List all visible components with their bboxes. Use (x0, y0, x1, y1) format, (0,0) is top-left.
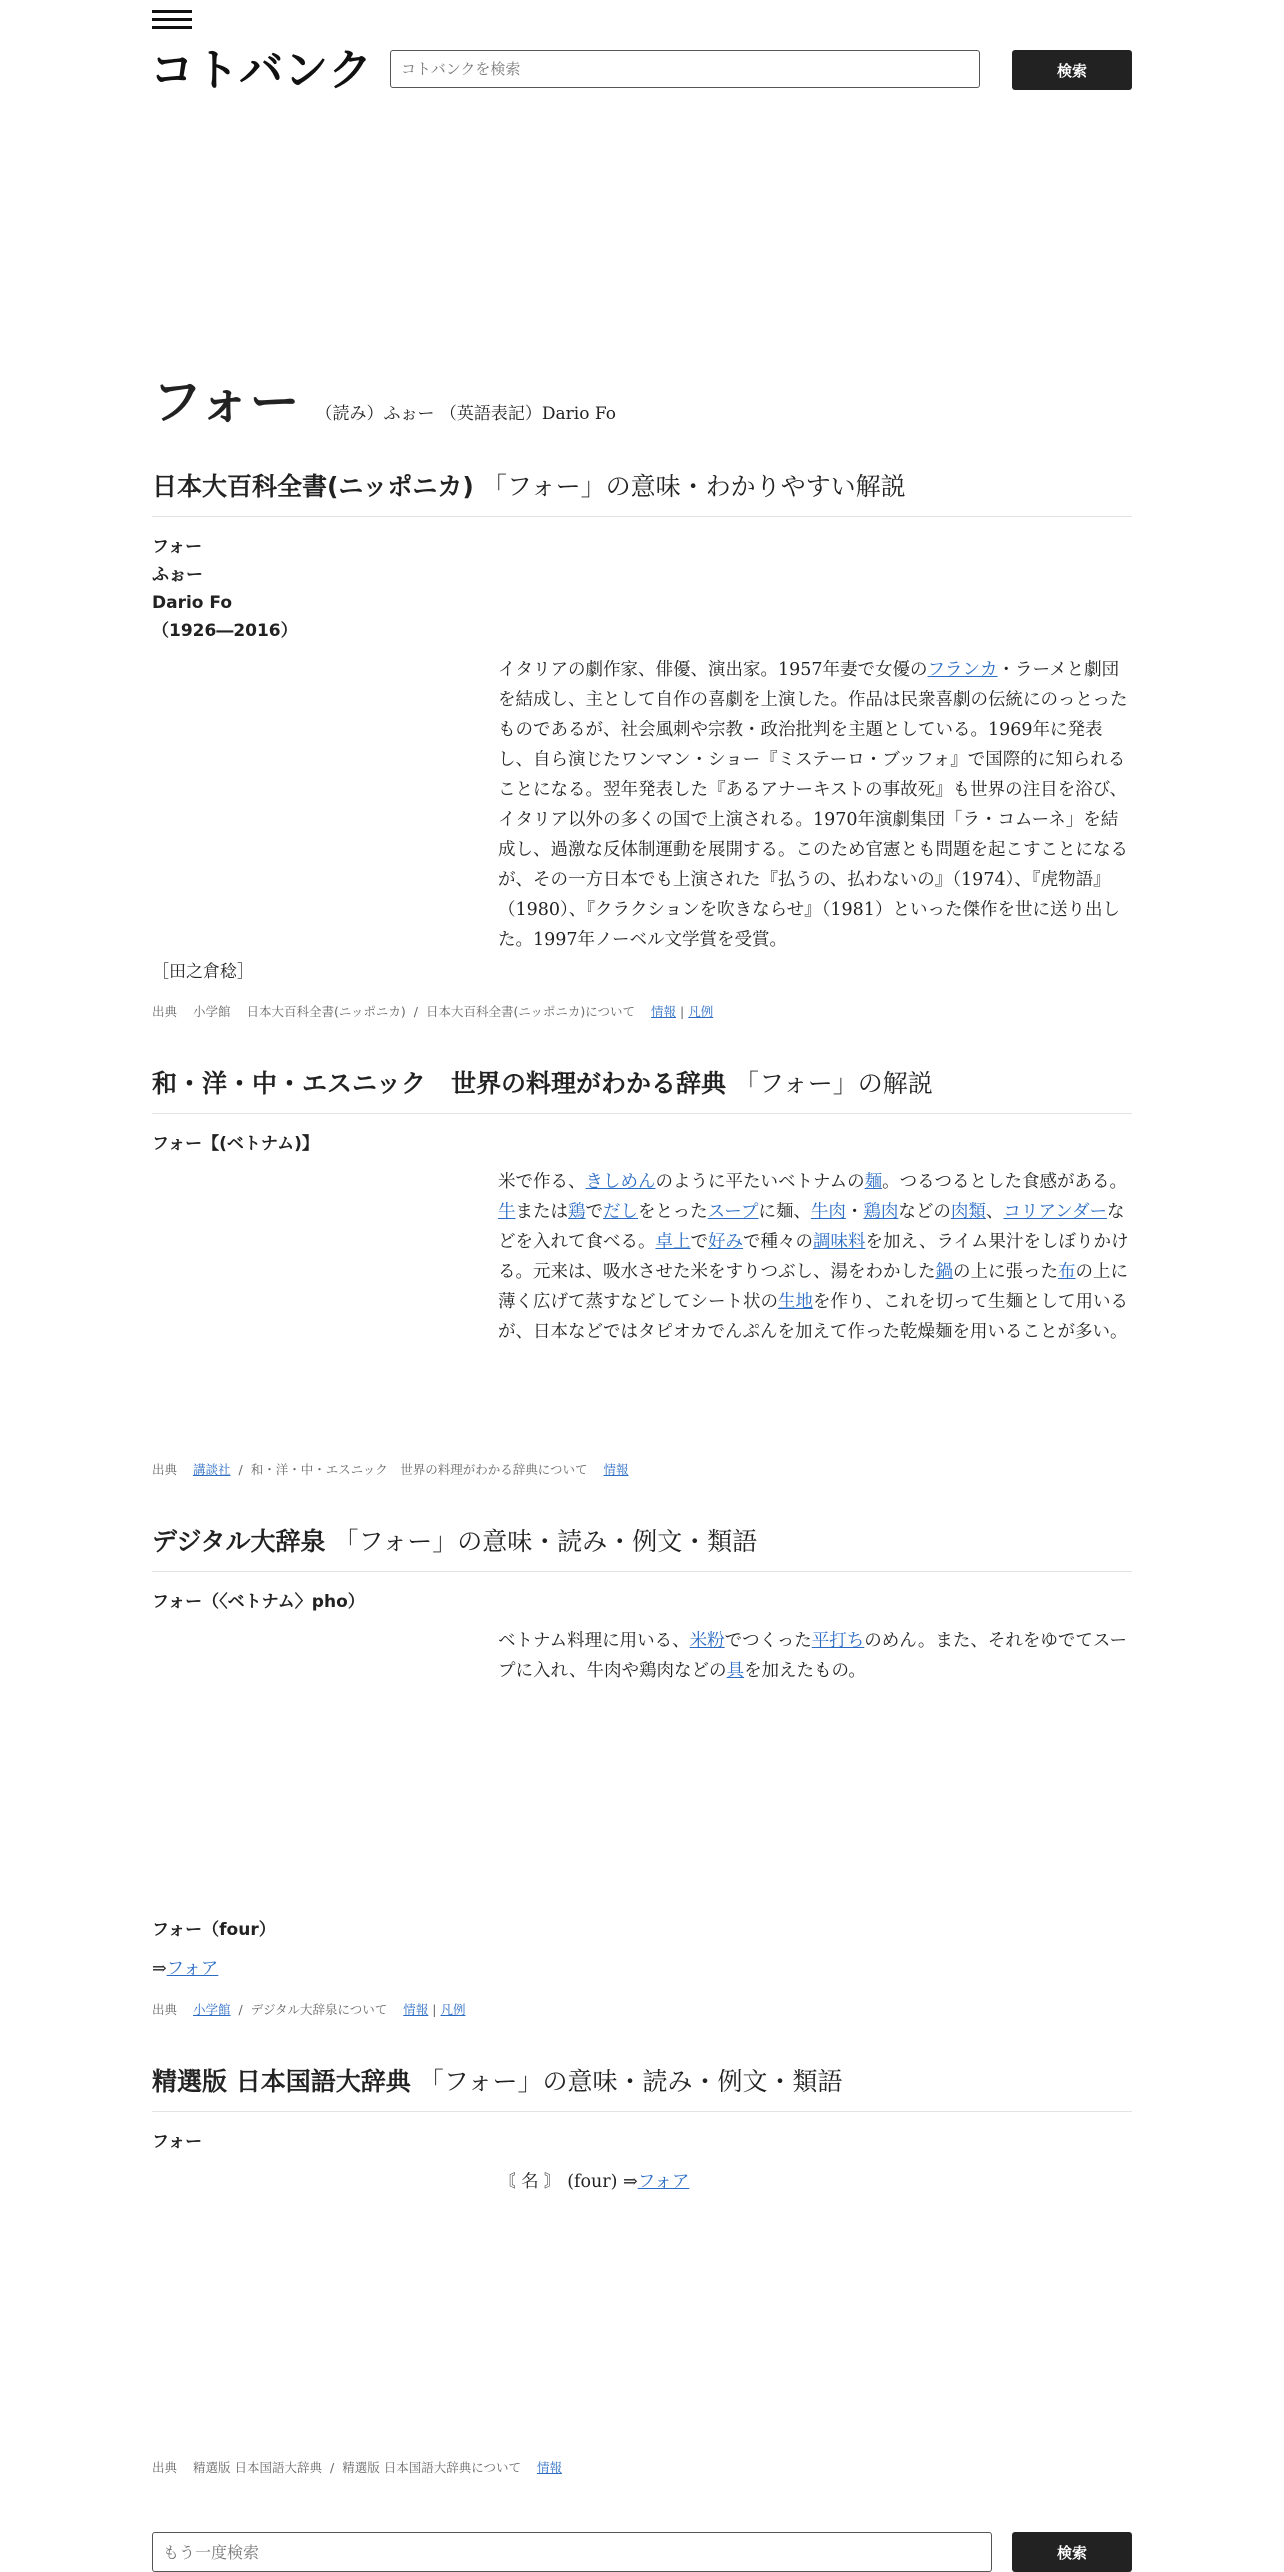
entry-term-reading: ふぉー (152, 565, 203, 585)
definition-text: 〘 名 〙 (four) ⇒ (498, 2172, 638, 2192)
link-konomi[interactable]: 好み (708, 1232, 743, 1252)
info-link[interactable]: 情報 (536, 2460, 562, 2475)
site-logo[interactable]: コトバンク (150, 45, 374, 96)
source-line-daijisen: 出典 小学館 / デジタル大辞泉について 情報 | 凡例 (152, 2002, 466, 2017)
link-toriniku[interactable]: 鶏肉 (863, 1202, 899, 1222)
link-men[interactable]: 麺 (864, 1172, 883, 1192)
entry-body-cooking: 米で作る、きしめんのように平たいベトナムの麺。つるつるとした食感がある。牛または鶏でだしをとったスープに麺、牛肉・鶏肉などの肉類、コリアンダーなどを入れて食べる。卓上で好みで種々の調味料を加え、ライム果汁をしぼりかける。元来は、吸水させた米をすりつぶし、湯をわかした鍋の上に張った布の上に薄く広げて蒸すなどしてシート状の生地を作り、これを切って生麺として用いるが、日本などではタピオカでんぷんを加えて作った乾燥麺を用いることが多い。 (498, 1172, 1129, 1342)
link-kishimen[interactable]: きしめん (585, 1172, 656, 1192)
source-label: 出典 (152, 2002, 178, 2017)
link-kiji[interactable]: 生地 (778, 1292, 813, 1312)
link-fore[interactable]: フォア (637, 2172, 690, 2192)
section-source: デジタル大辞泉 (152, 1527, 326, 1556)
legend-link[interactable]: 凡例 (688, 1004, 714, 1019)
link-beifun[interactable]: 米粉 (689, 1631, 725, 1651)
source-book: 日本大百科全書(ニッポニカ) (246, 1004, 406, 1019)
link-fore[interactable]: フォア (166, 1959, 219, 1979)
headword-reading: （読み）ふぉー （英語表記）Dario Fo (315, 404, 616, 424)
link-nuno[interactable]: 布 (1058, 1262, 1076, 1282)
entry-body-nipponica (498, 655, 1132, 955)
section-source: 日本大百科全書(ニッポニカ) (152, 472, 474, 501)
section-subtitle: 「フォー」の意味・読み・例文・類語 (333, 1527, 758, 1556)
entry-body-daijisen: ベトナム料理に用いる、米粉でつくった平打ちのめん。また、それをゆでてスープに入れ、牛肉や鶏肉などの具を加えたもの。 (498, 1631, 1127, 1681)
entry-term: フォー (152, 2132, 203, 2152)
entry-body-seisenban (498, 2167, 1132, 2197)
separator: | (432, 2002, 437, 2017)
search-button[interactable]: 検索 (1012, 50, 1132, 90)
entry-term-years: （1926―2016） (152, 621, 298, 641)
body-text: ・ラーメと劇団を結成し、主として自作の喜劇を上演した。作品は民衆喜劇の伝統にのっとったものであるが、社会風刺や宗教・政治批判を主題としている。1969年に発表し、自ら演じたワンマン・ショー『ミステーロ・ブッフォ』で国際的に知られることになる。翌年発表した『あるアナーキストの事故死』も世界の注目を浴び、イタリア以外の多くの国で上演される。1970年演劇集団「ラ・コムーネ」を結成し、過激な反体制運動を展開する。このため官憲とも問題を起こすことになるが、その一方日本でも上演された『払うの、払わないの』（1974）、『虎物語』（1980）、『クラクションを吹きならせ』（1981）といった傑作を世に送り出した。1997年ノーベル文学賞を受賞。 (498, 660, 1128, 950)
menu-icon[interactable] (152, 10, 192, 32)
link-dashi[interactable]: だし (603, 1202, 638, 1222)
source-line-seisenban: 出典 精選版 日本国語大辞典 / 精選版 日本国語大辞典について 情報 (152, 2460, 562, 2475)
body-text: イタリアの劇作家、俳優、演出家。1957年妻で女優の (498, 660, 928, 680)
source-publisher: 小学館 (193, 1004, 231, 1019)
cross-reference (152, 1955, 218, 1980)
headword: フォー (152, 373, 300, 431)
section-source: 和・洋・中・エスニック 世界の料理がわかる辞典 (152, 1069, 727, 1098)
entry-term: フォー (152, 537, 203, 557)
source-line-cooking: 出典 講談社 / 和・洋・中・エスニック 世界の料理がわかる辞典について 情報 (152, 1462, 629, 1477)
entry-term: フォー【(ベトナム)】 (152, 1134, 319, 1154)
section-heading-nipponica (152, 470, 1132, 517)
source-label: 出典 (152, 2460, 178, 2475)
separator: | (680, 1004, 685, 1019)
source-about: 和・洋・中・エスニック 世界の料理がわかる辞典について (250, 1462, 588, 1477)
link-coriander[interactable]: コリアンダー (1003, 1202, 1108, 1222)
link-hirauchi[interactable]: 平打ち (811, 1631, 865, 1651)
link-tori[interactable]: 鶏 (568, 1202, 586, 1222)
link-gu[interactable]: 具 (726, 1661, 745, 1681)
section-source: 精選版 日本国語大辞典 (152, 2067, 411, 2096)
entry-term-four: フォー（four） (152, 1920, 276, 1940)
link-soup[interactable]: スープ (707, 1202, 759, 1222)
info-link[interactable]: 情報 (403, 2002, 429, 2017)
link-nikurui[interactable]: 肉類 (950, 1202, 986, 1222)
source-about: デジタル大辞泉について (250, 2002, 388, 2017)
bottom-search-input[interactable] (152, 2532, 992, 2572)
publisher-link[interactable]: 講談社 (193, 1462, 231, 1477)
source-about: 日本大百科全書(ニッポニカ)について (426, 1004, 636, 1019)
info-link[interactable]: 情報 (603, 1462, 629, 1477)
section-subtitle: 「フォー」の意味・わかりやすい解説 (481, 472, 906, 501)
section-subtitle: 「フォー」の解説 (734, 1069, 933, 1098)
link-gyuniku[interactable]: 牛肉 (810, 1202, 846, 1222)
section-heading-seisenban (152, 2065, 1132, 2112)
section-subtitle: 「フォー」の意味・読み・例文・類語 (418, 2067, 843, 2096)
link-gyu[interactable]: 牛 (498, 1202, 516, 1222)
source-label: 出典 (152, 1462, 178, 1477)
link-franca[interactable]: フランカ (927, 660, 998, 680)
link-chomiryo[interactable]: 調味料 (813, 1232, 866, 1252)
link-nabe[interactable]: 鍋 (935, 1262, 953, 1282)
info-link[interactable]: 情報 (651, 1004, 677, 1019)
link-takujo[interactable]: 卓上 (655, 1232, 691, 1252)
publisher-link[interactable]: 小学館 (193, 2002, 231, 2017)
source-label: 出典 (152, 1004, 178, 1019)
entry-term: フォー（〈ベトナム〉pho） (152, 1592, 365, 1612)
bottom-search-button[interactable]: 検索 (1012, 2532, 1132, 2572)
arrow-icon: ⇒ (152, 1959, 167, 1979)
author-credit: ［田之倉稔］ (152, 962, 254, 982)
source-line-nipponica: 出典 小学館 日本大百科全書(ニッポニカ) / 日本大百科全書(ニッポニカ)について 情報 | 凡例 (152, 1004, 714, 1019)
section-heading-cooking (152, 1067, 1132, 1114)
legend-link[interactable]: 凡例 (440, 2002, 466, 2017)
section-heading-daijisen (152, 1525, 1132, 1572)
entry-term-english: Dario Fo (152, 593, 232, 613)
source-about: 精選版 日本国語大辞典について (342, 2460, 521, 2475)
search-input[interactable] (390, 50, 980, 88)
page-title (152, 372, 616, 432)
source-publisher: 精選版 日本国語大辞典 (193, 2460, 322, 2475)
